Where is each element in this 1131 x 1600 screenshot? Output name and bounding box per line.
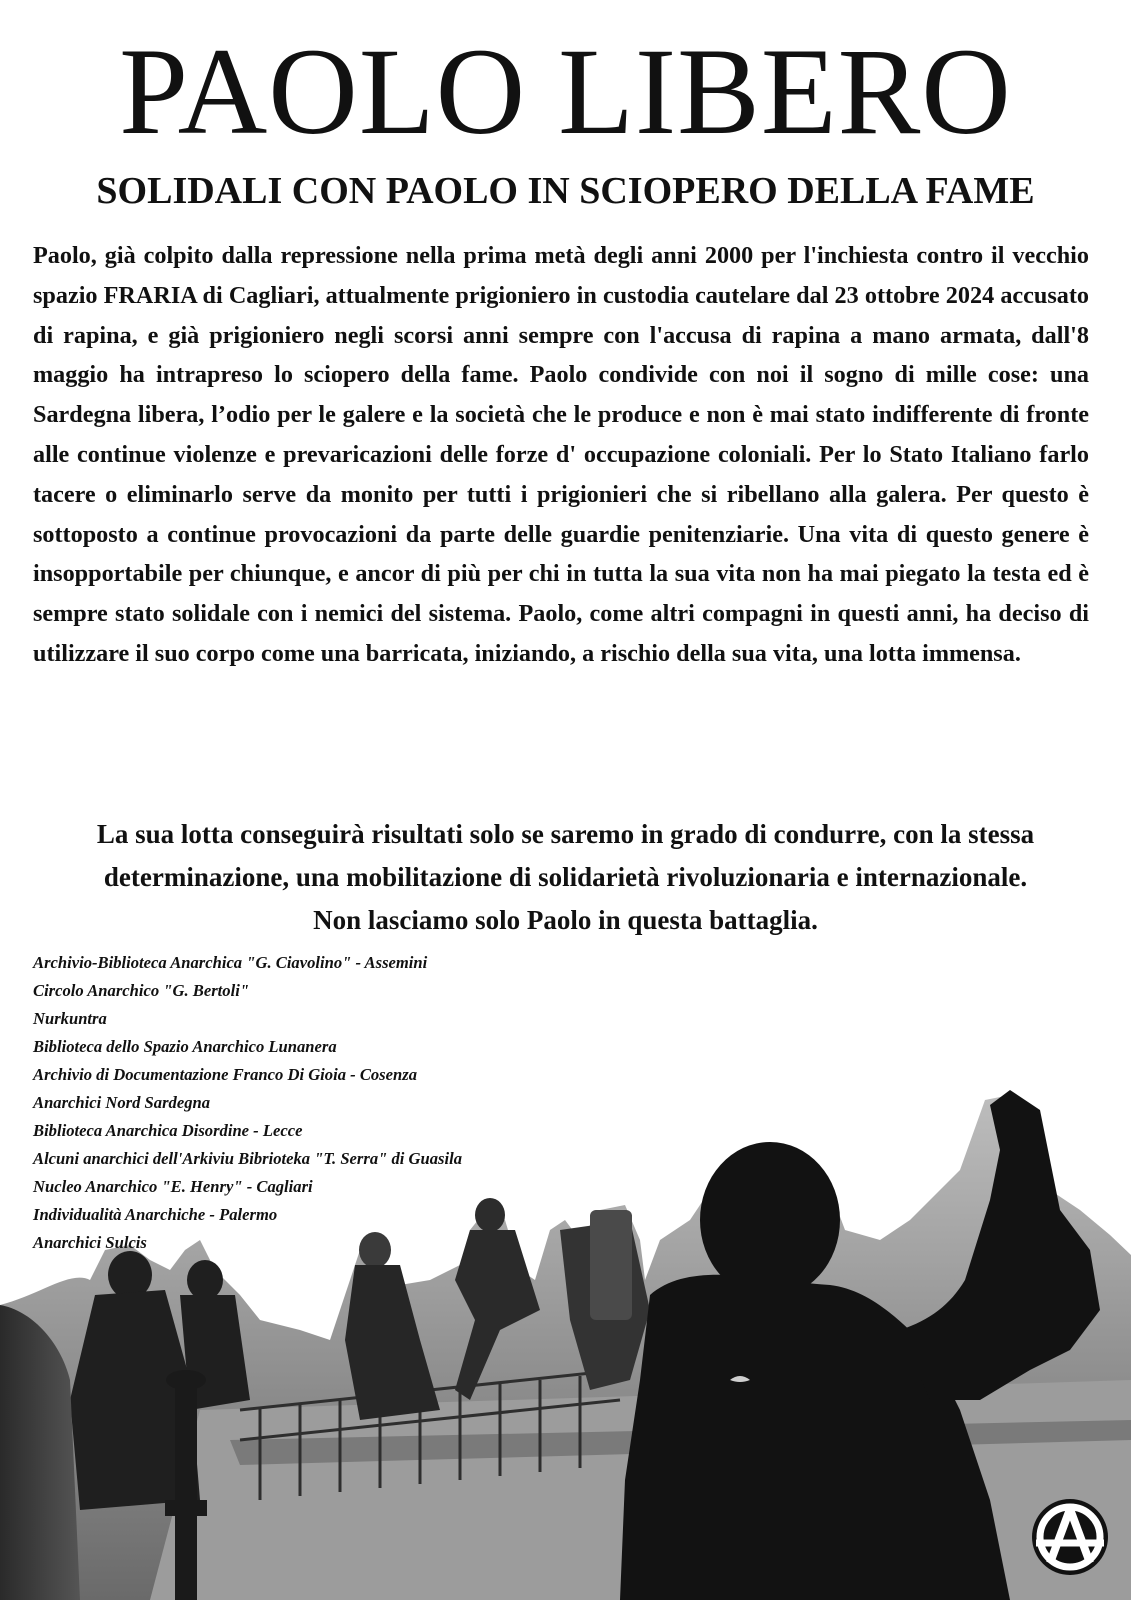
signatory: Anarchici Nord Sardegna [33,1093,211,1112]
signatory: Anarchici Sulcis [33,1233,147,1252]
signatory: Circolo Anarchico "G. Bertoli" [33,981,250,1000]
callout-line: determinazione, una mobilitazione di solidarietà rivoluzionaria e internazionale. [103,862,1028,892]
signatory: Individualità Anarchiche - Palermo [33,1205,278,1224]
signatory: Alcuni anarchici dell'Arkiviu Bibrioteka "T. Serra" di Guasila [33,1149,463,1168]
callout-line: Non lasciamo solo Paolo in questa battaglia. [313,905,818,935]
signatory: Biblioteca dello Spazio Anarchico Lunanera [33,1037,337,1056]
signatories-list [33,949,462,1257]
signatory: Nurkuntra [33,1009,107,1028]
callout-text [0,813,1131,942]
signatory: Biblioteca Anarchica Disordine - Lecce [33,1121,303,1140]
signatory: Nucleo Anarchico "E. Henry" - Cagliari [33,1177,313,1196]
body-paragraph: Paolo, già colpito dalla repressione nella prima metà degli anni 2000 per l'inchiesta contro il vecchio spazio FRARIA di Cagliari, attualmente prigioniero in custodia cautelare dal 23 ottobre 2024 accusato di rapina, e già prigioniero negli scorsi anni sempre con l'accusa di rapina a mano armata, dall'8 maggio ha intrapreso lo sciopero della fame. Paolo condivide con noi il sogno di mille cose: una Sardegna libera, l’odio per le galere e la società che le produce e non è mai stato indifferente di fronte alle continue violenze e prevaricazioni delle forze d' occupazione coloniali. Per lo Stato Italiano farlo tacere o eliminarlo serve da monito per tutti i prigionieri che si ribellano alla galera. Per questo è sottoposto a continue provocazioni da parte delle guardie penitenziarie. Una vita di questo genere è insopportabile per chiunque, e ancor di più per chi in tutta la sua vita non ha mai piegato la testa ed è sempre stato solidale con i nemici del sistema. Paolo, come altri compagni in questi anni, ha deciso di utilizzare il suo corpo come una barricata, iniziando, a rischio della sua vita, una lotta immensa. [33,242,1089,667]
poster-subtitle: SOLIDALI CON PAOLO IN SCIOPERO DELLA FAME [96,170,1035,212]
signatory: Archivio di Documentazione Franco Di Gioia - Cosenza [33,1065,417,1084]
circle-a-anarchy-icon [1030,1497,1110,1577]
callout-line: La sua lotta conseguirà risultati solo se saremo in grado di condurre, con la stessa [96,819,1035,849]
signatory: Archivio-Biblioteca Anarchica "G. Ciavolino" - Assemini [33,953,428,972]
poster-title: PAOLO LIBERO [119,23,1012,160]
